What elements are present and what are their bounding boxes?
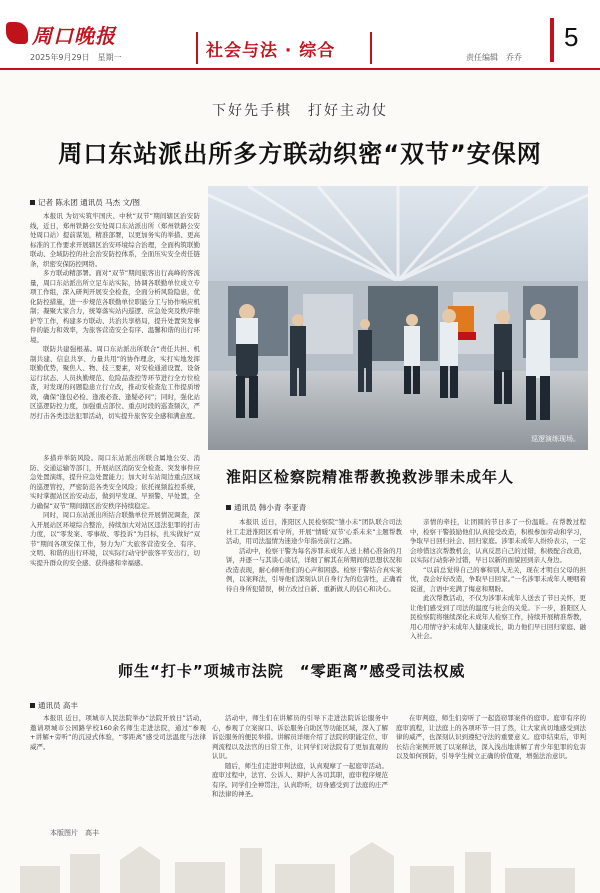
paper-name: 周口晚报 (32, 24, 116, 48)
photo-credit: 本版图片 高丰 (50, 829, 99, 837)
story-three-byline-text: 通讯员 高丰 (38, 701, 78, 710)
story-two-byline-text: 通讯员 韩小青 李亚青 (234, 503, 307, 512)
lead-paragraph: 多方联动精部署。面对“双节”期间旅客出行高峰的客流量，周口东站派出所立足车站实际，协调各联勤单位成立专项工作组，深入研判开展安全检查，全面分析风险隐患，优化防控措施，进一步规范各联勤单位职能分工与协作响应机制；凝聚大家合力，统筹落实站内巡逻、应急处突及秩序维护等工作，构建多方联动、共治共享格局，提升处置突发事件的能力和效率，为旅客营造安全有序、温馨和谐的出行环境。 (30, 269, 200, 344)
page-tab (550, 18, 600, 62)
section-title: 社会与法 · 综合 (206, 41, 336, 61)
section-banner (196, 32, 372, 64)
story-three-headline: 师生“打卡”项城市法院 “零距离”感受司法权威 (118, 662, 466, 680)
lead-paragraph: 联防共建强根基。周口东站派出所联合“责任共担、机制共建、信息共享、力量共用”的协作理念，实打实地发挥联勤优势，聚焦人、物、技三要素，对安检通道设置、设备运行状态、人员执勤规范、危险品查控等环节进行全方位检查，对发现的问题隐患立行立改，推动安检查危工作提质增效，确保“逢包必检、逢液必查、逢疑必问”；同时，强化站区巡逻防控力度，加强重点部位、重点时段的巡查频次，严厉打击各类违法犯罪活动，切实提升旅客安全感和满意度。 (30, 345, 200, 420)
story-two-byline (226, 502, 306, 513)
byline-square-icon (30, 703, 35, 708)
story-three-body-1 (30, 714, 206, 826)
lead-byline-text: 记者 陈永团 通讯员 马杰 文/图 (38, 198, 141, 207)
paper-logo (6, 20, 148, 54)
story-three-body-3 (396, 714, 586, 826)
issue-date: 2025年9月29日 星期一 (30, 53, 122, 62)
masthead (0, 0, 600, 70)
lead-body-top (30, 212, 200, 452)
page-number: 5 (564, 22, 579, 52)
story-two-paragraph: 本报讯 近日，淮阳区人民检察院“雏小未”团队联合司法社工走进淮阳区看守所，开展“情暖‘双节’心系未来”主题帮教活动，用司法温情为迷途少年指亮前行之路。 (226, 518, 402, 545)
byline-square-icon (226, 505, 231, 510)
lead-paragraph: 多措并举防风险。周口东站派出所联合属地公安、消防、交通运输等部门，开展站区消防安全检查、突发事件应急处置演练，提升应急处置能力；加大对车站周边重点区域的巡逻管控，严密防范各类安全风险；依托视频监控系统，实时掌握站区治安动态，做到早发现、早预警、早处置，全力确保“双节”期间辖区治安秩序持续稳定。 (30, 454, 200, 510)
story-two-body-right (410, 518, 586, 744)
lead-photo (208, 186, 588, 450)
photo-caption: 巡逻演练现场。 (531, 435, 580, 443)
story-three-paragraph: 活动中，师生们在讲解员的引导下走进法院诉讼服务中心，参观了立案窗口、诉讼服务自助区等功能区域，深入了解诉讼服务的便民举措。讲解员详细介绍了法院的职能定位、审判流程以及法官的日常工作，让同学们对法院有了更加直观的认识。 (212, 714, 388, 760)
skyline-decoration (0, 836, 600, 893)
lead-paragraph: 本报讯 为切实筑牢国庆、中秋“双节”期间辖区治安防线，近日，郑州铁路公安处周口东站派出所（郑州铁路公安处周口站）提前谋划，精准部署，以更加务实的举措、更高标准的工作要求开展辖区治安环境综合治理，全面构筑联勤联动、全域防控的社会治安防控体系，全面压实安全责任链条，织密安保防控网络。 (30, 212, 200, 268)
story-three-paragraph: 随后，师生们走进审判法庭，认真观摩了一起庭审活动。庭审过程中，法官、公诉人、辩护人各司其职，庭审程序规范有序。同学们全神贯注，认真聆听，切身感受到了法庭的庄严和法律的神圣。 (212, 761, 388, 798)
paper-logo-icon (6, 22, 28, 44)
story-three-paragraph: 在审判庭，师生们旁听了一起盗窃罪案件的庭审。庭审有序的庭审流程，让法庭上的各项环节一目了然，让大家真切地感受到法律的威严，也深刻认识到遵纪守法的重要意义。庭审结束后，审判长结合案例开展了以案释法，深入浅出地讲解了青少年犯罪的危害以及如何预防，引导学生树立正确的价值观，增强法治意识。 (396, 714, 586, 760)
story-two-paragraph: 此次帮教活动，不仅为涉罪未成年人送去了节日关怀，更让他们感受到了司法的温度与社会的关爱。下一步，淮阳区人民检察院将继续深化未成年人检察工作，持续开展精准帮教，用心用情守护未成年人健康成长，助力他们早日回归家庭、融入社会。 (410, 594, 586, 640)
responsible-editor: 责任编辑 乔乔 (466, 53, 522, 62)
story-three-paragraph: 本报讯 近日，项城市人民法院举办“法院开放日”活动，邀请项城市公园路学校160余名师生走进法院，通过“参观+讲解+旁听”的沉浸式体验，“零距离”感受司法温度与法律威严。 (30, 714, 206, 751)
story-three-byline (30, 700, 78, 711)
story-two-paragraph: 活动中，检察干警为每名涉罪未成年人送上精心准备的月饼，并逐一与其谈心谈话，详细了解其在所期间的思想状况和改造表现，耐心倾听他们的心声和困惑。检察干警结合真实案例，以案释法，引导他们深刻认识自身行为的危害性，正确看待自身所犯错误，树立改过自新、重新做人的信心和决心。 (226, 546, 402, 593)
lead-byline (30, 197, 140, 208)
lead-paragraph: 同时，周口东站派出所结合联勤单位开展情况调查，深入开展站区环境综合整治，持续加大对站区违法犯罪的打击力度，以“零发案、零事故、零投诉”为目标，扎实做好“双节”期间各项安保工作，努力为广大旅客营造安全、有序、文明、和谐的出行环境，以实际行动守护旅客平安出行，切实提升群众的安全感、获得感和幸福感。 (30, 511, 200, 567)
story-two-paragraph: “以前总觉得自己的事和别人无关，现在才明白父母的担忧，我会好好改造，争取早日回家。”一名涉罪未成年人哽咽着说道，言语中充满了悔意和期盼。 (410, 565, 586, 593)
masthead-rule (0, 68, 600, 70)
lead-kicker: 下好先手棋 打好主动仗 (212, 103, 388, 119)
story-two-body-left (226, 518, 402, 744)
story-three-body-2 (212, 714, 388, 826)
byline-square-icon (30, 200, 35, 205)
story-two-paragraph: 亲情的牵挂，让团圆的节日多了一份温暖。在帮教过程中，检察干警鼓励他们认真接受改造，积极参加劳动和学习，争取早日回归社会、回归家庭。涉罪未成年人纷纷表示，一定会珍惜这次帮教机会，认真反思自己的过错，积极配合改造，以实际行动弥补过错，早日以新的面貌回到亲人身边。 (410, 518, 586, 564)
story-two-headline: 淮阳区检察院精准帮教挽救涉罪未成年人 (226, 468, 515, 486)
station-hall-image (208, 186, 588, 450)
lead-headline: 周口东站派出所多方联动织密“双节”安保网 (58, 140, 542, 168)
